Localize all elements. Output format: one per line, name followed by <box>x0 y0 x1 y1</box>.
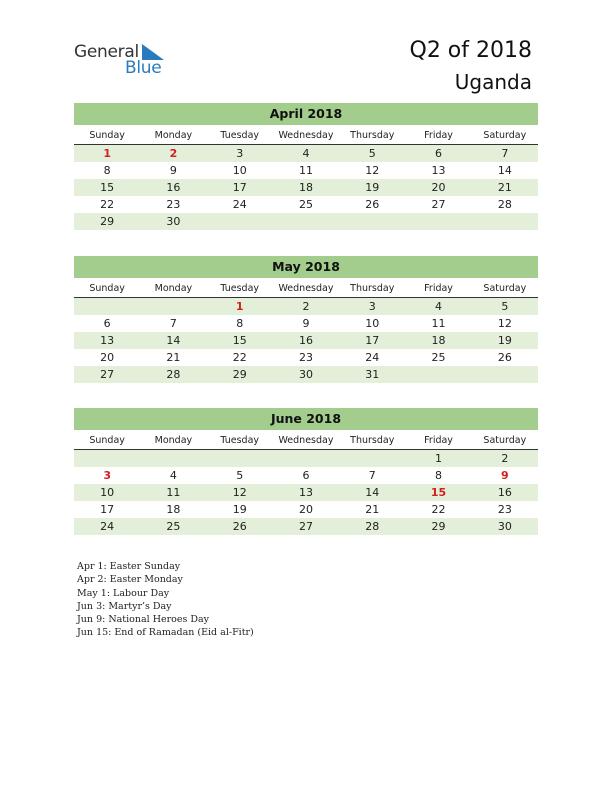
day-cell: 6 <box>302 469 310 482</box>
logo-word-general: General <box>74 42 139 62</box>
week-row <box>74 145 538 162</box>
day-cell: 28 <box>365 520 380 533</box>
day-cell: 25 <box>166 520 181 533</box>
holiday-note: May 1: Labour Day <box>77 587 170 599</box>
weekday-label: Thursday <box>350 435 395 446</box>
day-cell: 4 <box>169 469 177 482</box>
day-cell: 10 <box>365 317 380 330</box>
week-row <box>74 467 538 484</box>
weekday-label: Sunday <box>89 283 125 294</box>
day-cell: 21 <box>497 181 512 194</box>
day-cell: 4 <box>435 300 443 313</box>
week-row <box>74 501 538 518</box>
day-cell: 9 <box>302 317 310 330</box>
holiday-note: Jun 3: Martyr’s Day <box>77 600 172 612</box>
day-cell: 26 <box>497 351 512 364</box>
day-cell: 15 <box>100 181 115 194</box>
country-name: Uganda <box>454 70 532 94</box>
holiday-note: Jun 15: End of Ramadan (Eid al-Fitr) <box>77 627 254 639</box>
weekday-label: Saturday <box>483 435 527 446</box>
day-cell: 18 <box>166 503 181 516</box>
day-cell: 17 <box>100 503 115 516</box>
holiday-day-cell: 9 <box>501 469 509 482</box>
day-cell: 27 <box>298 520 313 533</box>
holiday-note: Apr 1: Easter Sunday <box>77 561 181 572</box>
day-cell: 17 <box>365 334 380 347</box>
week-row <box>74 179 538 196</box>
day-cell <box>472 213 538 230</box>
week-row <box>74 213 538 230</box>
holiday-note: Jun 9: National Heroes Day <box>77 614 210 626</box>
day-cell: 17 <box>232 181 247 194</box>
day-cell: 5 <box>236 469 244 482</box>
day-cell: 21 <box>166 351 181 364</box>
holiday-day-cell: 3 <box>103 469 111 482</box>
weekday-label: Saturday <box>483 130 527 141</box>
weekday-label: Wednesday <box>278 283 334 294</box>
day-cell: 23 <box>298 351 313 364</box>
month-calendar-june <box>74 408 538 535</box>
day-cell: 28 <box>166 368 181 381</box>
day-cell: 9 <box>169 164 177 177</box>
day-cell: 29 <box>232 368 247 381</box>
day-cell: 28 <box>497 198 512 211</box>
day-cell: 14 <box>166 334 181 347</box>
day-cell: 7 <box>169 317 177 330</box>
day-cell: 30 <box>166 215 181 228</box>
day-cell: 13 <box>298 486 313 499</box>
weekday-label: Thursday <box>350 130 395 141</box>
weekday-label: Saturday <box>483 283 527 294</box>
day-cell: 2 <box>302 300 310 313</box>
day-cell: 26 <box>365 198 380 211</box>
day-cell <box>472 366 538 383</box>
weekday-label: Monday <box>154 130 193 141</box>
page-title: Q2 of 2018 <box>409 38 532 63</box>
day-cell: 27 <box>431 198 446 211</box>
day-cell: 6 <box>103 317 111 330</box>
day-cell: 3 <box>368 300 376 313</box>
day-cell: 7 <box>368 469 376 482</box>
day-cell: 21 <box>365 503 380 516</box>
holiday-day-cell: 1 <box>235 300 244 313</box>
weekday-label: Sunday <box>89 130 125 141</box>
day-cell: 29 <box>100 215 115 228</box>
day-cell <box>74 450 140 467</box>
day-cell: 23 <box>497 503 512 516</box>
day-cell: 13 <box>100 334 115 347</box>
day-cell <box>405 366 471 383</box>
weekday-label: Tuesday <box>220 435 260 446</box>
day-cell: 12 <box>365 164 380 177</box>
month-title: June 2018 <box>74 408 538 430</box>
day-cell: 12 <box>232 486 247 499</box>
day-cell: 26 <box>232 520 247 533</box>
week-row <box>74 315 538 332</box>
weekday-label: Friday <box>424 130 453 141</box>
holiday-day-cell: 2 <box>169 147 178 160</box>
day-cell: 20 <box>431 181 446 194</box>
day-cell: 27 <box>100 368 115 381</box>
day-cell <box>339 213 405 230</box>
week-row <box>74 196 538 213</box>
day-cell: 24 <box>100 520 115 533</box>
weekday-header-row <box>74 280 538 298</box>
day-cell: 22 <box>100 198 115 211</box>
week-row <box>74 162 538 179</box>
day-cell: 11 <box>431 317 446 330</box>
holiday-note: Apr 2: Easter Monday <box>77 574 183 586</box>
day-cell: 3 <box>236 147 244 160</box>
week-row <box>74 518 538 535</box>
weekday-label: Friday <box>424 283 453 294</box>
day-cell: 16 <box>166 181 181 194</box>
weekday-label: Monday <box>154 283 193 294</box>
day-cell: 25 <box>431 351 446 364</box>
day-cell <box>140 450 206 467</box>
day-cell: 7 <box>501 147 509 160</box>
day-cell: 8 <box>435 469 443 482</box>
month-title: May 2018 <box>74 256 538 278</box>
weekday-label: Thursday <box>350 283 395 294</box>
day-cell: 20 <box>100 351 115 364</box>
day-cell <box>74 298 140 315</box>
week-row <box>74 450 538 467</box>
day-cell <box>273 213 339 230</box>
month-title: April 2018 <box>74 103 538 125</box>
day-cell: 23 <box>166 198 181 211</box>
day-cell: 12 <box>497 317 512 330</box>
day-cell: 19 <box>497 334 512 347</box>
week-row <box>74 349 538 366</box>
day-cell: 18 <box>298 181 313 194</box>
day-cell: 5 <box>501 300 509 313</box>
day-cell: 14 <box>365 486 380 499</box>
day-cell: 4 <box>302 147 310 160</box>
weekday-label: Sunday <box>89 435 125 446</box>
day-cell <box>140 298 206 315</box>
holiday-day-cell: 1 <box>103 147 111 160</box>
day-cell: 22 <box>232 351 247 364</box>
holiday-day-cell: 15 <box>430 486 447 499</box>
logo <box>74 42 184 82</box>
day-cell: 30 <box>298 368 313 381</box>
weekday-label: Tuesday <box>220 130 260 141</box>
day-cell: 11 <box>166 486 181 499</box>
day-cell: 19 <box>232 503 247 516</box>
day-cell: 10 <box>100 486 115 499</box>
day-cell <box>207 450 273 467</box>
day-cell: 13 <box>431 164 446 177</box>
day-cell: 8 <box>236 317 244 330</box>
day-cell: 30 <box>497 520 512 533</box>
day-cell: 22 <box>431 503 446 516</box>
day-cell: 1 <box>435 452 443 465</box>
day-cell: 8 <box>103 164 111 177</box>
week-row <box>74 298 538 315</box>
weekday-label: Tuesday <box>220 283 260 294</box>
day-cell: 29 <box>431 520 446 533</box>
weekday-label: Wednesday <box>278 130 334 141</box>
day-cell: 24 <box>365 351 380 364</box>
week-row <box>74 484 538 501</box>
week-row <box>74 366 538 383</box>
weekday-header-row <box>74 432 538 450</box>
day-cell: 31 <box>365 368 380 381</box>
day-cell <box>273 450 339 467</box>
day-cell: 6 <box>435 147 443 160</box>
day-cell <box>405 213 471 230</box>
day-cell: 16 <box>497 486 512 499</box>
day-cell: 16 <box>298 334 313 347</box>
month-calendar-may <box>74 256 538 383</box>
logo-word-blue: Blue <box>125 58 162 78</box>
day-cell: 5 <box>368 147 376 160</box>
day-cell: 19 <box>365 181 380 194</box>
day-cell: 10 <box>232 164 247 177</box>
day-cell <box>339 450 405 467</box>
day-cell <box>207 213 273 230</box>
day-cell: 20 <box>298 503 313 516</box>
holiday-notes <box>77 560 254 640</box>
week-row <box>74 332 538 349</box>
day-cell: 15 <box>232 334 247 347</box>
weekday-label: Wednesday <box>278 435 334 446</box>
day-cell: 24 <box>232 198 247 211</box>
day-cell: 14 <box>497 164 512 177</box>
day-cell: 2 <box>501 452 509 465</box>
day-cell: 18 <box>431 334 446 347</box>
month-calendar-april <box>74 103 538 230</box>
weekday-label: Friday <box>424 435 453 446</box>
weekday-label: Monday <box>154 435 193 446</box>
day-cell: 11 <box>298 164 313 177</box>
weekday-header-row <box>74 127 538 145</box>
day-cell: 25 <box>298 198 313 211</box>
